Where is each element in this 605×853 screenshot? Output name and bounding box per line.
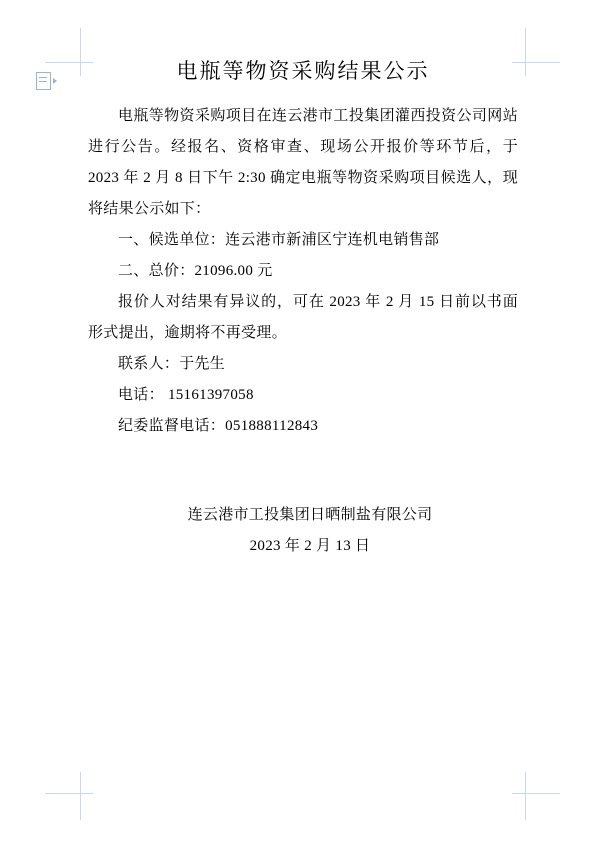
paragraph-contact-person: 联系人：于先生 bbox=[118, 356, 226, 372]
crop-mark-top-right-horizontal bbox=[512, 62, 560, 63]
document-anchor-icon bbox=[36, 72, 62, 90]
document-body bbox=[88, 55, 518, 562]
signature-organization: 连云港市工投集团日晒制盐有限公司 bbox=[187, 507, 433, 523]
paragraph-supervision-telephone: 纪委监督电话：051888112843 bbox=[118, 418, 319, 434]
crop-mark-top-left-horizontal bbox=[45, 62, 93, 63]
crop-mark-bottom-right-vertical bbox=[525, 772, 526, 820]
document-anchor-sheet bbox=[36, 72, 51, 90]
crop-mark-bottom-left-horizontal bbox=[45, 793, 93, 794]
chevron-right-icon bbox=[53, 78, 57, 84]
paragraph-announcement: 电瓶等物资采购项目在连云港市工投集团灌西投资公司网站进行公告。经报名、资格审查、现场公开报价等环节后，于 2023 年 2 月 8 日下午 2:30 确定电瓶等物资采购项目候选人，现将结果公示如下： bbox=[88, 108, 518, 217]
paragraph-candidate-unit: 一、候选单位：连云港市新浦区宁连机电销售部 bbox=[118, 232, 440, 248]
signature-spacer bbox=[88, 442, 518, 500]
crop-mark-bottom-right-horizontal bbox=[512, 793, 560, 794]
signature-date: 2023 年 2 月 13 日 bbox=[249, 538, 371, 554]
crop-mark-top-right-vertical bbox=[525, 28, 526, 76]
paragraph-total-price: 二、总价：21096.00 元 bbox=[118, 263, 273, 279]
crop-mark-bottom-left-vertical bbox=[80, 772, 81, 820]
paragraph-objection-notice: 报价人对结果有异议的，可在 2023 年 2 月 15 日前以书面形式提出，逾期将不再受理。 bbox=[88, 294, 518, 341]
page-title: 电瓶等物资采购结果公示 bbox=[176, 59, 430, 83]
crop-mark-top-left-vertical bbox=[80, 28, 81, 76]
paragraph-telephone: 电话： 15161397058 bbox=[118, 387, 254, 403]
